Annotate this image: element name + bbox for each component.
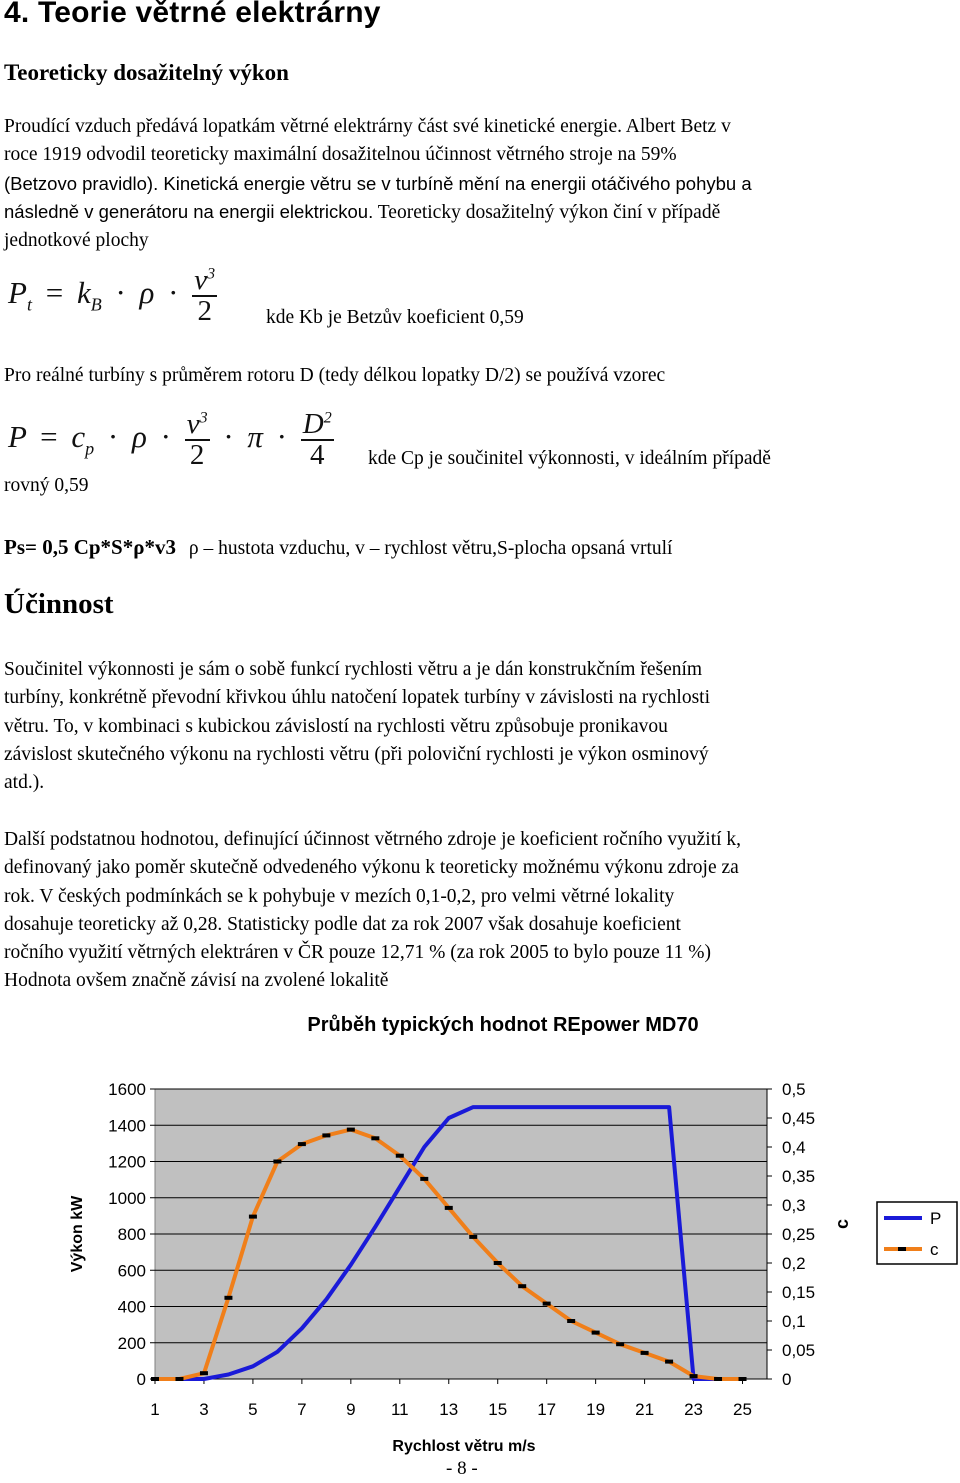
- chart-title: Průběh typických hodnot REpower MD70: [307, 1014, 699, 1036]
- series-c-point: [298, 1142, 306, 1146]
- y2-tick-label: 0,4: [782, 1138, 806, 1157]
- y-axis-label: Výkon kW: [69, 1195, 86, 1273]
- efficiency-line: větru. To, v kombinaci s kubickou závislostí na rychlosti větru způsobuje pronikavou: [4, 715, 668, 737]
- series-P-point: [326, 1299, 327, 1300]
- y2-tick-label: 0,1: [782, 1312, 806, 1331]
- y2-tick-label: 0,2: [782, 1254, 806, 1273]
- series-c-point: [592, 1331, 600, 1335]
- x-tick-label: 21: [635, 1400, 655, 1419]
- section-heading: 4. Teorie větrné elektrárny: [4, 0, 381, 29]
- left-axis-ticks: [108, 1080, 155, 1389]
- y-tick-label: 1600: [108, 1080, 146, 1099]
- y2-tick-label: 0,15: [782, 1283, 816, 1302]
- series-c-point: [151, 1377, 159, 1381]
- real-turbines-text: Pro reálné turbíny s průměrem rotoru D (tedy délkou lopatky D/2) se používá vzorec: [4, 365, 666, 386]
- intro-line-5: jednotkové plochy: [4, 230, 149, 252]
- y2-axis-label: c: [832, 1218, 852, 1230]
- series-c-point: [469, 1235, 477, 1239]
- y-tick-label: 200: [117, 1333, 146, 1353]
- series-c-point: [445, 1206, 453, 1210]
- series-c-point: [273, 1160, 281, 1164]
- chart-legend: [877, 1202, 957, 1264]
- series-P-point: [473, 1107, 474, 1108]
- series-P-point: [448, 1118, 449, 1119]
- legend-box: [877, 1202, 957, 1264]
- y-tick-label: 0: [136, 1370, 146, 1389]
- series-P-point: [277, 1351, 278, 1352]
- ps-legend: ρ – hustota vzduchu, v – rychlost větru,S-plocha opsaná vrtulí: [188, 538, 673, 559]
- series-c-point: [665, 1360, 673, 1364]
- right-axis-ticks: [767, 1080, 815, 1389]
- intro-paragraph: [4, 113, 954, 255]
- intro-line-4b: Teoreticky dosažitelný výkon činí v případě: [373, 201, 721, 223]
- intro-line-4a: následně v generátoru na energii elektrickou.: [4, 200, 374, 222]
- series-P-point: [350, 1264, 351, 1265]
- series-P-point: [546, 1107, 547, 1108]
- series-P-point: [375, 1226, 376, 1227]
- legend-p-label: P: [930, 1209, 942, 1228]
- series-P-point: [301, 1328, 302, 1329]
- ps-formula-line: [4, 535, 672, 560]
- series-c-point: [616, 1342, 624, 1346]
- x-tick-label: 3: [199, 1400, 209, 1419]
- x-tick-label: 7: [297, 1400, 307, 1419]
- x-tick-label: 15: [488, 1400, 508, 1419]
- series-c-point: [714, 1377, 722, 1381]
- series-c-point: [420, 1177, 428, 1181]
- series-P-point: [252, 1366, 253, 1367]
- efficiency-line: turbíny, konkrétně převodní křivkou úhlu natočení lopatek turbíny v závislosti na rychlosti: [4, 687, 711, 709]
- series-P-point: [644, 1107, 645, 1108]
- x-tick-label: 13: [439, 1400, 459, 1419]
- y2-tick-label: 0,35: [782, 1167, 816, 1186]
- capacity-line: definovaný jako poměr skutečně odvedeného výkonu k teoreticky možnému výkonu zdroje za: [4, 857, 739, 879]
- betz-note: kde Kb je Betzův koeficient 0,59: [266, 307, 524, 328]
- legend-c-marker: [898, 1247, 906, 1251]
- y-tick-label: 1200: [108, 1152, 146, 1172]
- y-tick-label: 1400: [108, 1116, 146, 1136]
- series-P-point: [522, 1107, 523, 1108]
- legend-c-label: c: [930, 1240, 939, 1259]
- series-P-point: [620, 1107, 621, 1108]
- series-c-point: [175, 1377, 183, 1381]
- x-tick-label: 23: [684, 1400, 704, 1419]
- series-c-point: [641, 1351, 649, 1355]
- efficiency-heading: Účinnost: [4, 588, 114, 620]
- x-tick-label: 1: [150, 1400, 160, 1419]
- y2-tick-label: 0,3: [782, 1196, 806, 1215]
- series-P-point: [399, 1186, 400, 1187]
- y2-tick-label: 0,5: [782, 1080, 806, 1099]
- series-c-point: [200, 1371, 208, 1375]
- series-P-point: [693, 1379, 694, 1380]
- x-tick-label: 17: [537, 1400, 557, 1419]
- efficiency-line: závislost skutečného výkonu na rychlosti větru (při poloviční rychlosti je výkon osminový: [4, 743, 709, 765]
- capacity-paragraph: [4, 826, 954, 996]
- series-c-point: [739, 1377, 747, 1381]
- cp-note: kde Cp je součinitel výkonnosti, v ideálním případě: [368, 448, 771, 469]
- capacity-line: Další podstatnou hodnotou, definující účinnost větrného zdroje je koeficient ročního využití k,: [4, 829, 742, 850]
- efficiency-line: Součinitel výkonnosti je sám o sobě funkcí rychlosti větru a je dán konstrukčním řešením: [4, 659, 703, 680]
- y2-tick-label: 0,25: [782, 1225, 816, 1244]
- x-tick-label: 19: [586, 1400, 606, 1419]
- cp-note-2: rovný 0,59: [4, 475, 89, 496]
- y-tick-label: 400: [117, 1297, 146, 1317]
- betz-formula: $P_t = k_B \cdot \rho$ · $\frac{v^3}{2}$: [8, 264, 216, 327]
- series-P-point: [228, 1374, 229, 1375]
- capacity-line: Hodnota ovšem značně závisí na zvolené lokalitě: [4, 970, 389, 992]
- power-formula: $P = c_p \cdot \rho$ · $\frac{v^3}{2}$ · π · $\frac{D^2}{4}$: [8, 408, 332, 471]
- series-c-point: [322, 1133, 330, 1137]
- series-c-point: [224, 1296, 232, 1300]
- page-number: - 8 -: [446, 1458, 478, 1479]
- x-tick-label: 25: [733, 1400, 752, 1419]
- series-c-point: [249, 1215, 257, 1219]
- x-tick-label: 9: [346, 1400, 356, 1419]
- y2-tick-label: 0,05: [782, 1341, 816, 1360]
- y2-tick-label: 0,45: [782, 1109, 816, 1128]
- series-c-point: [396, 1154, 404, 1158]
- series-c-point: [494, 1261, 502, 1265]
- series-P-point: [497, 1107, 498, 1108]
- power-curve-chart: [0, 1005, 960, 1460]
- series-c-point: [518, 1284, 526, 1288]
- x-axis-label: Rychlost větru m/s: [392, 1438, 536, 1455]
- series-P-point: [669, 1107, 670, 1108]
- y-tick-label: 800: [117, 1225, 146, 1244]
- x-axis-ticks: [150, 1379, 752, 1419]
- series-P-point: [571, 1107, 572, 1108]
- capacity-line: dosahuje teoreticky až 0,28. Statisticky podle dat za rok 2007 však dosahuje koeficient: [4, 913, 681, 935]
- series-c-point: [347, 1128, 355, 1132]
- efficiency-paragraph: [4, 656, 954, 797]
- ps-formula: Ps= 0,5 Cp*S*ρ*v3: [4, 535, 176, 559]
- capacity-line: rok. V českých podmínkách se k pohybuje v mezích 0,1-0,2, pro velmi větrné lokality: [4, 885, 675, 907]
- series-c-point: [690, 1374, 698, 1378]
- series-P-point: [424, 1147, 425, 1148]
- efficiency-line: atd.).: [4, 772, 45, 794]
- y-tick-label: 600: [117, 1261, 146, 1281]
- x-tick-label: 11: [390, 1400, 409, 1419]
- series-c-point: [371, 1136, 379, 1140]
- y2-tick-label: 0: [782, 1370, 792, 1389]
- intro-line-2: roce 1919 odvodil teoreticky maximální dosažitelnou účinnost větrného stroje na 59%: [4, 144, 677, 166]
- capacity-line: ročního využití větrných elektráren v ČR pouze 12,71 % (za rok 2005 to bylo pouze 11 %): [4, 942, 712, 964]
- x-tick-label: 5: [248, 1400, 258, 1419]
- intro-line-3: (Betzovo pravidlo). Kinetická energie větru se v turbíně mění na energii otáčivého pohybu a: [4, 172, 752, 194]
- series-c-point: [567, 1319, 575, 1323]
- subsection-heading: Teoreticky dosažitelný výkon: [4, 60, 289, 85]
- series-c-point: [543, 1302, 551, 1306]
- series-P-point: [595, 1107, 596, 1108]
- intro-line-1: Proudící vzduch předává lopatkám větrné elektrárny část své kinetické energie. Albert Betz v: [4, 116, 731, 137]
- series-P-point: [203, 1379, 204, 1380]
- y-tick-label: 1000: [108, 1188, 146, 1208]
